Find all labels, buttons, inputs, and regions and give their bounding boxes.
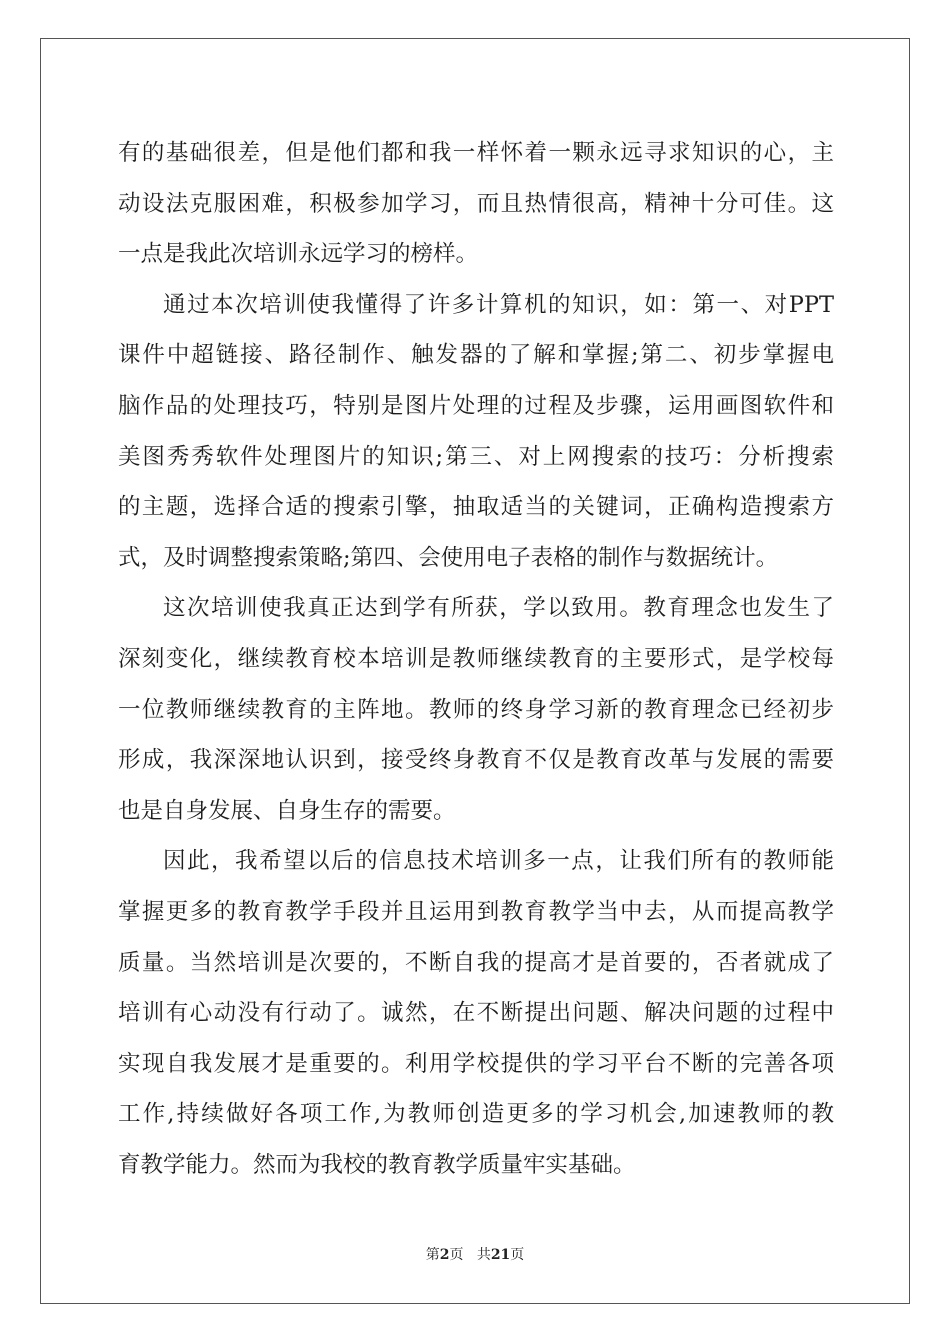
text-line: 形成，我深深地认识到，接受终身教育不仅是教育改革与发展的需要: [118, 747, 834, 774]
text-line: 实现自我发展才是重要的。利用学校提供的学习平台不断的完善各项: [118, 1050, 834, 1077]
text-line: 掌握更多的教育教学手段并且运用到教育教学当中去，从而提高教学: [118, 898, 834, 925]
text-line: 育教学能力。然而为我校的教育教学质量牢实基础。: [118, 1151, 636, 1178]
text-line: 培训有心动没有行动了。诚然，在不断提出问题、解决问题的过程中: [118, 1000, 834, 1027]
total-page-count: 21: [490, 1247, 511, 1263]
page-footer: [0, 1244, 950, 1264]
text-line: 有的基础很差，但是他们都和我一样怀着一颗永远寻求知识的心，主: [118, 140, 834, 166]
text-line: 也是自身发展、自身生存的需要。: [118, 797, 456, 824]
current-page-number: 2: [439, 1247, 450, 1263]
text-line: 脑作品的处理技巧，特别是图片处理的过程及步骤，运用画图软件和: [118, 392, 834, 419]
page-number-prefix: 第: [425, 1247, 440, 1263]
text-line: 工作,持续做好各项工作,为教师创造更多的学习机会,加速教师的教: [118, 1101, 834, 1128]
text-line: 课件中超链接、路径制作、触发器的了解和掌握;第二、初步掌握电: [118, 342, 834, 369]
text-line: 美图秀秀软件处理图片的知识;第三、对上网搜索的技巧：分析搜索: [118, 443, 834, 470]
paragraph-first-line: 因此，我希望以后的信息技术培训多一点，让我们所有的教师能: [163, 848, 834, 875]
paragraph-first-line: 通过本次培训使我懂得了许多计算机的知识，如：第一、对PPT: [163, 291, 834, 318]
paragraph-first-line: 这次培训使我真正达到学有所获，学以致用。教育理念也发生了: [163, 595, 834, 622]
text-line: 的主题，选择合适的搜索引擎，抽取适当的关键词，正确构造搜索方: [118, 494, 834, 521]
text-line: 动设法克服困难，积极参加学习，而且热情很高，精神十分可佳。这: [118, 190, 834, 217]
page-number-suffix: 页: [449, 1247, 464, 1263]
text-line: 式，及时调整搜索策略;第四、会使用电子表格的制作与数据统计。: [118, 544, 779, 571]
text-line: 一位教师继续教育的主阵地。教师的终身学习新的教育理念已经初步: [118, 696, 834, 723]
text-line: 质量。当然培训是次要的，不断自我的提高才是首要的，否者就成了: [118, 949, 834, 976]
total-pages-suffix: 页: [510, 1247, 525, 1263]
text-line: 一点是我此次培训永远学习的榜样。: [118, 241, 479, 268]
total-pages-prefix: 共: [476, 1247, 491, 1263]
text-line: 深刻变化，继续教育校本培训是教师继续教育的主要形式，是学校每: [118, 645, 834, 672]
document-body: [118, 128, 834, 1190]
